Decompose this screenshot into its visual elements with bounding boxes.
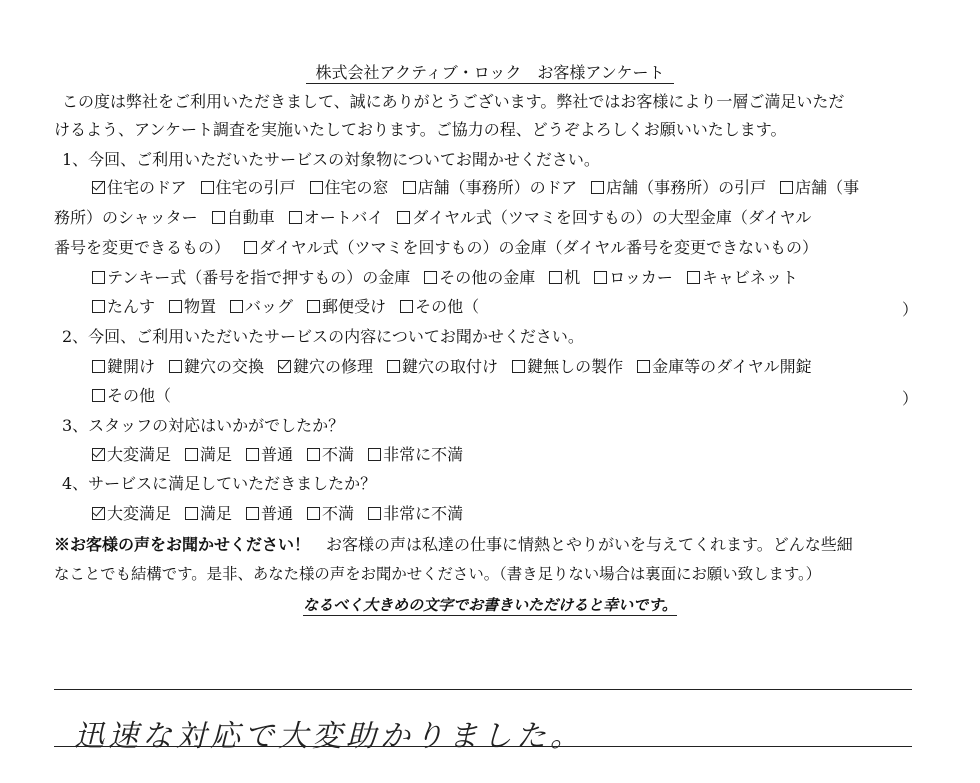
option-item (594, 268, 673, 287)
checkbox[interactable] (403, 181, 416, 194)
option-item (169, 357, 264, 376)
option-item (92, 178, 187, 197)
option-item (780, 178, 859, 197)
checkbox[interactable] (687, 271, 700, 284)
option-item (212, 208, 275, 227)
option-item (92, 357, 155, 376)
checkbox[interactable] (368, 507, 381, 520)
option-label: 務所）のシャッター (54, 208, 198, 227)
option-label: その他（ (107, 386, 172, 405)
q2-row-2 (92, 386, 171, 406)
checkbox[interactable] (169, 300, 182, 313)
checkbox[interactable] (230, 300, 243, 313)
q1-row-2 (54, 208, 811, 228)
option-label: 満足 (200, 445, 233, 464)
option-item (307, 297, 386, 316)
option-item (289, 208, 384, 227)
checkbox[interactable] (424, 271, 437, 284)
survey-title: 株式会社アクティブ・ロック お客様アンケート (0, 60, 980, 83)
option-item (92, 268, 410, 287)
option-item (169, 297, 216, 316)
option-label: 机 (564, 268, 581, 287)
checked-checkbox[interactable] (92, 181, 105, 194)
option-item (185, 445, 232, 464)
option-label: 普通 (261, 445, 294, 464)
voice-line-2: なことでも結構です。是非、あなた様の声をお聞かせください。（書き足りない場合は裏面にお願い致します。） (54, 565, 822, 583)
checkbox[interactable] (387, 360, 400, 373)
option-label: ロッカー (609, 268, 673, 287)
option-item (230, 297, 293, 316)
option-label: 店舗（事務所）の引戸 (606, 178, 767, 197)
checkbox[interactable] (246, 507, 259, 520)
option-label: 大変満足 (107, 504, 172, 523)
option-item (92, 445, 171, 464)
checkbox[interactable] (185, 448, 198, 461)
checkbox[interactable] (397, 211, 410, 224)
checkbox[interactable] (169, 360, 182, 373)
q2-label: 2、今回、ご利用いただいたサービスの内容についてお聞かせください。 (62, 327, 584, 346)
option-label: 非常に不満 (383, 504, 464, 523)
option-label: 金庫等のダイヤル開錠 (652, 357, 812, 376)
q1-label: 1、今回、ご利用いただいたサービスの対象物についてお聞かせください。 (62, 150, 600, 169)
checkbox[interactable] (310, 181, 323, 194)
option-item (54, 208, 198, 227)
option-item (424, 268, 535, 287)
q3-label: 3、スタッフの対応はいかがでしたか？ (62, 416, 345, 435)
checkbox[interactable] (185, 507, 198, 520)
option-item (368, 445, 463, 464)
checked-checkbox[interactable] (278, 360, 291, 373)
option-item (310, 178, 389, 197)
option-label: ダイヤル式（ツマミを回すもの）の大型金庫（ダイヤル (412, 208, 812, 227)
option-label: 番号を変更できるもの） (54, 238, 231, 257)
option-item (307, 445, 354, 464)
checkbox[interactable] (92, 360, 105, 373)
intro-line-2: けるよう、アンケート調査を実施いたしております。ご協力の程、どうぞよろしくお願いいたします。 (54, 120, 787, 139)
q1-row-5 (92, 297, 479, 317)
checkbox[interactable] (201, 181, 214, 194)
checkbox[interactable] (212, 211, 225, 224)
option-label: 鍵穴の修理 (293, 357, 374, 376)
q1-row-1 (92, 178, 859, 198)
q1-row-3 (54, 238, 818, 258)
option-label: 物置 (184, 297, 217, 316)
intro-line-1: この度は弊社をご利用いただきまして、誠にありがとうございます。弊社ではお客様により一層ご満足いただ (62, 92, 845, 111)
option-item (687, 268, 798, 287)
option-label: 鍵穴の交換 (184, 357, 265, 376)
emphasis-note: なるべく大きめの文字でお書きいただけると幸いです。 (303, 596, 677, 614)
option-label: 自動車 (226, 208, 275, 227)
option-label: 住宅の窓 (324, 178, 389, 197)
option-item (549, 268, 580, 287)
answer-line-top (54, 689, 912, 690)
option-label: 不満 (322, 445, 355, 464)
option-item (92, 386, 171, 405)
option-item (185, 504, 232, 523)
voice-line-1 (54, 535, 853, 555)
option-label: 非常に不満 (383, 445, 464, 464)
handwritten-answer: 迅速な対応で大変助かりました。 (74, 719, 584, 754)
option-item (246, 504, 293, 523)
option-item (387, 357, 498, 376)
option-label: 鍵開け (107, 357, 156, 376)
option-label: オートバイ (303, 208, 384, 227)
checkbox[interactable] (400, 300, 413, 313)
option-label: 不満 (322, 504, 355, 523)
checkbox[interactable] (307, 448, 320, 461)
checkbox[interactable] (594, 271, 607, 284)
q4-label: 4、サービスに満足していただきましたか？ (62, 474, 377, 493)
checkbox[interactable] (92, 300, 105, 313)
checkbox[interactable] (92, 271, 105, 284)
option-item (246, 445, 293, 464)
checked-checkbox[interactable] (92, 507, 105, 520)
voice-heading: ※お客様の声をお聞かせください！ (54, 535, 311, 554)
option-label: 大変満足 (107, 445, 172, 464)
checkbox[interactable] (307, 300, 320, 313)
option-item (591, 178, 766, 197)
option-label: 普通 (261, 504, 294, 523)
option-item (403, 178, 578, 197)
option-label: その他（ (415, 297, 480, 316)
checkbox[interactable] (549, 271, 562, 284)
option-label: 鍵無しの製作 (527, 357, 624, 376)
checkbox[interactable] (780, 181, 793, 194)
q2-other-close-paren: ） (902, 389, 919, 408)
checkbox[interactable] (289, 211, 302, 224)
option-item (368, 504, 463, 523)
checkbox[interactable] (591, 181, 604, 194)
option-item (92, 504, 171, 523)
q2-row-1 (92, 357, 812, 377)
voice-text-1: お客様の声は私達の仕事に情熱とやりがいを与えてくれます。どんな些細 (310, 535, 853, 554)
checkbox[interactable] (307, 507, 320, 520)
option-label: テンキー式（番号を指で押すもの）の金庫 (107, 268, 411, 287)
option-label: 満足 (200, 504, 233, 523)
option-label: 鍵穴の取付け (402, 357, 499, 376)
option-item (307, 504, 354, 523)
option-label: 店舗（事務所）のドア (417, 178, 578, 197)
option-label: 店舗（事 (795, 178, 860, 197)
option-item (278, 357, 373, 376)
option-item (512, 357, 623, 376)
checkbox[interactable] (368, 448, 381, 461)
option-item (400, 297, 479, 316)
option-label: 住宅のドア (107, 178, 187, 197)
checkbox[interactable] (637, 360, 650, 373)
q1-row-4 (92, 268, 798, 288)
option-item (637, 357, 812, 376)
option-label: 住宅の引戸 (215, 178, 296, 197)
answer-line-bottom (54, 746, 912, 747)
option-label: ダイヤル式（ツマミを回すもの）の金庫（ダイヤル番号を変更できないもの） (259, 238, 819, 257)
checked-checkbox[interactable] (92, 448, 105, 461)
option-label: 郵便受け (322, 297, 387, 316)
q3-options (92, 445, 463, 465)
option-label: キャビネット (701, 268, 798, 287)
checkbox[interactable] (244, 241, 257, 254)
q1-other-close-paren: ） (902, 300, 919, 319)
option-label: バッグ (245, 297, 294, 316)
option-item (244, 238, 818, 257)
option-item (54, 238, 230, 257)
option-item (92, 297, 155, 316)
checkbox[interactable] (512, 360, 525, 373)
option-label: たんす (107, 297, 156, 316)
q4-options (92, 504, 463, 524)
checkbox[interactable] (246, 448, 259, 461)
option-label: その他の金庫 (439, 268, 536, 287)
option-item (397, 208, 811, 227)
checkbox[interactable] (92, 389, 105, 402)
option-item (201, 178, 296, 197)
